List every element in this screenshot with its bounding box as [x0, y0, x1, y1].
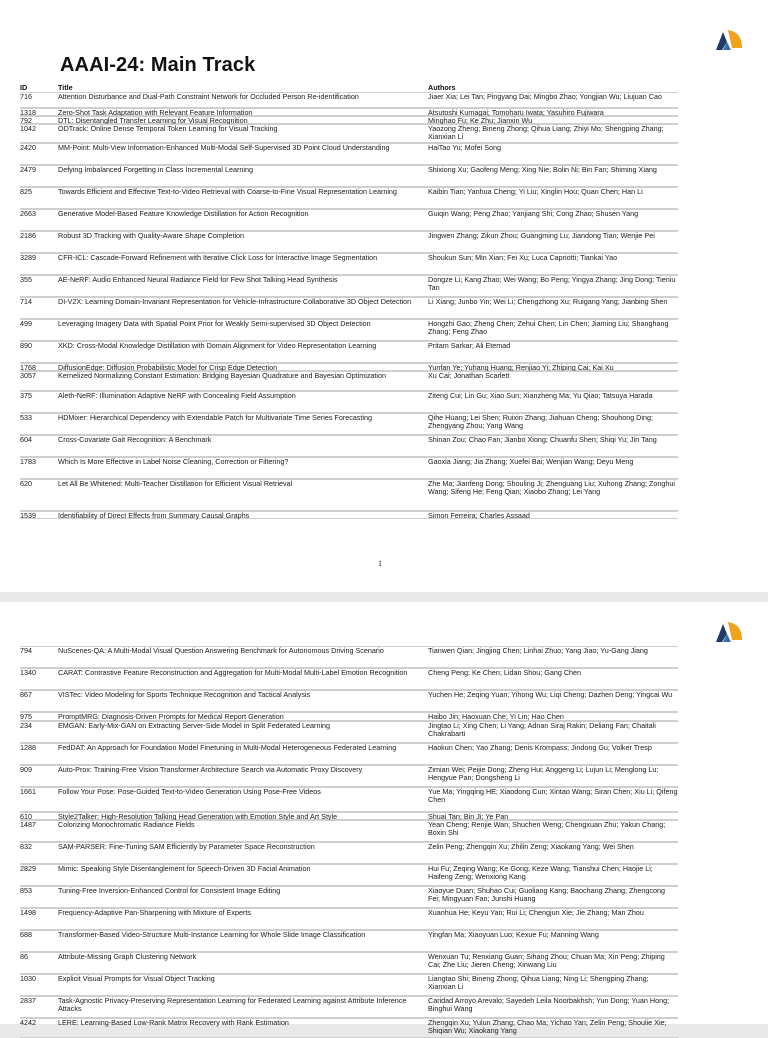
table-row [20, 435, 678, 457]
paper-id: 2663 [20, 209, 36, 218]
papers-table-page-1 [20, 92, 678, 519]
paper-id: 375 [20, 391, 32, 400]
paper-authors: Haibo Jin; Haoxuan Che; Yi Lin; Hao Chen [428, 712, 564, 721]
paper-authors: Yingfan Ma; Xiaoyuan Luo; Kexue Fu; Manning Wang [428, 930, 599, 939]
paper-id: 2829 [20, 864, 36, 873]
paper-id: 1042 [20, 124, 36, 133]
paper-title: Mimic: Speaking Style Disentanglement for Speech-Driven 3D Facial Animation [58, 864, 311, 873]
paper-authors: Zhengqin Xu; Yulun Zhang; Chao Ma; Yichao Yan; Zelin Peng; Shoulie Xie; Shiqian Wu; Xiaokang Yang [428, 1018, 667, 1036]
paper-title: Task-Agnostic Privacy-Preserving Representation Learning for Federated Learning against Attribute Inference Attacks [58, 996, 407, 1014]
paper-id: 1768 [20, 363, 36, 372]
paper-id: 909 [20, 765, 32, 774]
paper-authors: Hongzhi Gao; Zheng Chen; Zehui Chen; Lin Chen; Jiaming Liu; Shanghang Zhang; Feng Zhao [428, 319, 669, 337]
table-row [20, 108, 678, 116]
table-row [20, 187, 678, 209]
paper-authors: Yuchen He; Zeqing Yuan; Yihong Wu; Liqi Cheng; Dazhen Deng; Yingcai Wu [428, 690, 673, 699]
paper-title: NuScenes-QA: A Multi-Modal Visual Question Answering Benchmark for Autonomous Driving Scenario [58, 646, 384, 655]
table-row [20, 908, 678, 930]
paper-id: 794 [20, 646, 32, 655]
paper-authors: Atsutoshi Kumagai; Tomoharu Iwata; Yasuhiro Fujiwara [428, 108, 604, 117]
paper-authors: Xuanhua He; Keyu Yan; Rui Li; Chengjun Xie; Jie Zhang; Man Zhou [428, 908, 644, 917]
paper-title: HDMixer: Hierarchical Dependency with Extendable Patch for Multivariate Time Series Forecasting [58, 413, 372, 422]
paper-id: 3289 [20, 253, 36, 262]
paper-authors: Minghao Fu; Ke Zhu; Jianxin Wu [428, 116, 533, 125]
paper-id: 234 [20, 721, 32, 730]
paper-title: LERE: Learning-Based Low-Rank Matrix Recovery with Rank Estimation [58, 1018, 289, 1027]
paper-title: Leveraging Imagery Data with Spatial Point Prior for Weakly Semi-supervised 3D Object Detection [58, 319, 371, 328]
paper-id: 1498 [20, 908, 36, 917]
paper-title: Which Is More Effective in Label Noise Cleaning, Correction or Filtering? [58, 457, 289, 466]
paper-authors: Zhe Ma; Jianfeng Dong; Shouling Ji; Zhenguang Liu; Xuhong Zhang; Zonghui Wang; Sifeng He; Feng Qian; Xiaobo Zhang; Lei Yang [428, 479, 675, 497]
paper-title: Aleth-NeRF: Illumination Adaptive NeRF with Concealing Field Assumption [58, 391, 296, 400]
aaai-logo-icon [714, 28, 744, 52]
paper-id: 1783 [20, 457, 36, 466]
table-row [20, 319, 678, 341]
paper-id: 4242 [20, 1018, 36, 1027]
paper-authors: Hui Fu; Zeqing Wang; Ke Gong; Keze Wang; Tianshui Chen; Haojie Li; Haifeng Zeng; Wenxiong Kang [428, 864, 653, 882]
paper-title: Tuning-Free Inversion-Enhanced Control for Consistent Image Editing [58, 886, 281, 895]
paper-title: CFR-ICL: Cascade-Forward Refinement with Iterative Click Loss for Interactive Image Segmentation [58, 253, 378, 262]
paper-id: 825 [20, 187, 32, 196]
table-row [20, 743, 678, 765]
paper-title: CARAT: Contrastive Feature Reconstruction and Aggregation for Multi-Modal Multi-Label Emotion Recognition [58, 668, 408, 677]
paper-title: PromptMRG: Diagnosis-Driven Prompts for Medical Report Generation [58, 712, 284, 721]
paper-authors: HaiTao Yu; Mofei Song [428, 143, 501, 152]
paper-title: Auto-Prox: Training-Free Vision Transformer Architecture Search via Automatic Proxy Discovery [58, 765, 363, 774]
table-row [20, 297, 678, 319]
paper-authors: Qihe Huang; Lei Shen; Ruixin Zhang; Jiahuan Cheng; Shouhong Ding; Zhengyang Zhou; Yang Wang [428, 413, 653, 431]
paper-authors: Jingtao Li; Xing Chen; Li Yang; Adnan Siraj Rakin; Deliang Fan; Chaitali Chakrabarti [428, 721, 656, 739]
paper-authors: Yunfan Ye; Yuhang Huang; Renjiao Yi; Zhiping Cai; Kai Xu [428, 363, 614, 372]
paper-title: Explicit Visual Prompts for Visual Object Tracking [58, 974, 215, 983]
paper-id: 975 [20, 712, 32, 721]
paper-authors: Dongze Li; Kang Zhao; Wei Wang; Bo Peng; Yingya Zhang; Jing Dong; Tieniu Tan [428, 275, 676, 293]
page-title: AAAI-24: Main Track [60, 54, 256, 76]
paper-title: Cross-Covariate Gait Recognition: A Benchmark [58, 435, 212, 444]
paper-title: Attribute-Missing Graph Clustering Network [58, 952, 197, 961]
paper-id: 1030 [20, 974, 36, 983]
paper-title: FedDAT: An Approach for Foundation Model Finetuning in Multi-Modal Heterogeneous Federated Learning [58, 743, 397, 752]
paper-authors: Jingwen Zhang; Zikun Zhou; Guangming Lu; Jiandong Tian; Wenjie Pei [428, 231, 655, 240]
table-row [20, 864, 678, 886]
paper-id: 853 [20, 886, 32, 895]
table-row [20, 952, 678, 974]
papers-table-page-2 [20, 646, 678, 1038]
table-row [20, 646, 678, 668]
paper-authors: Cheng Peng; Ke Chen; Lidan Shou; Gang Chen [428, 668, 582, 677]
page-number: 1 [378, 559, 382, 568]
paper-authors: Yaozong Zheng; Bineng Zhong; Qihua Liang; Zhiyi Mo; Shengping Zhang; Xianxian Li [428, 124, 664, 142]
paper-authors: Jiaer Xia; Lei Tan; Pingyang Dai; Mingbo Zhao; Yongjian Wu; Liujuan Cao [428, 92, 662, 101]
table-row [20, 275, 678, 297]
table-row [20, 231, 678, 253]
paper-id: 2186 [20, 231, 36, 240]
paper-title: Generative Model-Based Feature Knowledge Distillation for Action Recognition [58, 209, 309, 218]
paper-authors: Xu Cai; Jonathan Scarlett [428, 371, 510, 380]
paper-authors: Li Xiang; Junbo Yin; Wei Li; Chengzhong Xu; Ruigang Yang; Jianbing Shen [428, 297, 668, 306]
paper-title: XKD: Cross-Modal Knowledge Distillation with Domain Alignment for Video Representation Learning [58, 341, 377, 350]
paper-id: 620 [20, 479, 32, 488]
paper-title: SAM-PARSER: Fine-Tuning SAM Efficiently by Parameter Space Reconstruction [58, 842, 315, 851]
paper-authors: Kaibin Tian; Yanhua Cheng; Yi Liu; Xinglin Hou; Quan Chen; Han Li [428, 187, 643, 196]
paper-id: 610 [20, 812, 32, 821]
paper-id: 3057 [20, 371, 36, 380]
table-row [20, 92, 678, 108]
paper-id: 1661 [20, 787, 36, 796]
header-authors: Authors [428, 83, 456, 92]
paper-authors: Zimian Wei; Peijie Dong; Zheng Hui; Anggeng Li; Lujun Li; Menglong Lu; Hengyue Pan; Dongsheng Li [428, 765, 659, 783]
paper-authors: Gaoxia Jiang; Jia Zhang; Xuefei Bai; Wenjian Wang; Deyu Meng [428, 457, 634, 466]
paper-title: Let All Be Whitened: Multi-Teacher Distillation for Efficient Visual Retrieval [58, 479, 293, 488]
paper-id: 2837 [20, 996, 36, 1005]
paper-title: DiffusionEdge: Diffusion Probabilistic Model for Crisp Edge Detection [58, 363, 278, 372]
paper-title: DI-V2X: Learning Domain-Invariant Representation for Vehicle-Infrastructure Collaborative 3D Object Detection [58, 297, 412, 306]
paper-title: Attention Disturbance and Dual-Path Constraint Network for Occluded Person Re-identification [58, 92, 359, 101]
paper-authors: Haokun Chen; Yao Zhang; Denis Krompass; Jindong Gu; Volker Tresp [428, 743, 652, 752]
paper-id: 1340 [20, 668, 36, 677]
paper-title: VISTec: Video Modeling for Sports Technique Recognition and Tactical Analysis [58, 690, 311, 699]
table-row [20, 974, 678, 996]
table-row [20, 253, 678, 275]
paper-id: 2420 [20, 143, 36, 152]
paper-id: 832 [20, 842, 32, 851]
table-row [20, 116, 678, 124]
paper-title: ODTrack: Online Dense Temporal Token Learning for Visual Tracking [58, 124, 278, 133]
paper-id: 792 [20, 116, 32, 125]
paper-authors: Caridad Arroyo Arevalo; Sayedeh Leila Noorbakhsh; Yun Dong; Yuan Hong; Binghui Wang [428, 996, 670, 1014]
table-row [20, 371, 678, 391]
paper-id: 499 [20, 319, 32, 328]
table-row [20, 930, 678, 952]
table-row [20, 165, 678, 187]
header-title: Title [58, 83, 73, 92]
paper-authors: Shoukun Sun; Min Xian; Fei Xu; Luca Capriotti; Tiankai Yao [428, 253, 618, 262]
paper-title: DTL: Disentangled Transfer Learning for Visual Recognition [58, 116, 248, 125]
table-row [20, 413, 678, 435]
paper-id: 2479 [20, 165, 36, 174]
table-row [20, 391, 678, 413]
aaai-logo-icon [714, 620, 744, 644]
paper-title: Towards Efficient and Effective Text-to-Video Retrieval with Coarse-to-Fine Visual Representation Learning [58, 187, 397, 196]
table-row [20, 124, 678, 143]
paper-authors: Ziteng Cui; Lin Gu; Xiao Sun; Xianzheng Ma; Yu Qiao; Tatsuya Harada [428, 391, 653, 400]
paper-title: EMGAN: Early-Mix-GAN on Extracting Server-Side Model in Split Federated Learning [58, 721, 331, 730]
paper-authors: Xiaoyue Duan; Shuhao Cui; Guoliang Kang; Baochang Zhang; Zhengcong Fei; Mingyuan Fan; Junshi Huang [428, 886, 665, 904]
table-row [20, 812, 678, 820]
paper-title: Identifiability of Direct Effects from Summary Causal Graphs [58, 511, 250, 520]
table-row [20, 511, 678, 519]
paper-id: 1539 [20, 511, 36, 520]
table-row [20, 820, 678, 842]
paper-title: MM-Point: Multi-View Information-Enhanced Multi-Modal Self-Supervised 3D Point Cloud Understanding [58, 143, 390, 152]
table-row [20, 886, 678, 908]
paper-id: 604 [20, 435, 32, 444]
paper-authors: Guiqin Wang; Peng Zhao; Yanjiang Shi; Cong Zhao; Shusen Yang [428, 209, 639, 218]
paper-authors: Tianwen Qian; Jingjing Chen; Linhai Zhuo; Yang Jiao; Yu-Gang Jiang [428, 646, 648, 655]
table-row [20, 721, 678, 743]
paper-title: Kernelized Normalizing Constant Estimation: Bridging Bayesian Quadrature and Bayesian Optimization [58, 371, 386, 380]
table-row [20, 479, 678, 511]
paper-title: Zero-Shot Task Adaptation with Relevant Feature Information [58, 108, 253, 117]
paper-authors: Liangtao Shi; Bineng Zhong; Qihua Liang; Ning Li; Shengping Zhang; Xianxian Li [428, 974, 649, 992]
paper-id: 716 [20, 92, 32, 101]
paper-title: Follow Your Pose: Pose-Guided Text-to-Video Generation Using Pose-Free Videos [58, 787, 321, 796]
paper-authors: Shinan Zou; Chao Fan; Jianbo Xiong; Chuanfu Shen; Shiqi Yu; Jin Tang [428, 435, 657, 444]
table-row [20, 787, 678, 812]
paper-id: 1487 [20, 820, 36, 829]
paper-id: 1288 [20, 743, 36, 752]
paper-id: 86 [20, 952, 28, 961]
paper-id: 688 [20, 930, 32, 939]
table-header [20, 83, 680, 92]
table-row [20, 668, 678, 690]
paper-title: Colorizing Monochromatic Radiance Fields [58, 820, 195, 829]
paper-authors: Yue Ma; Yingqing HE; Xiaodong Cun; Xintao Wang; Siran Chen; Xiu Li; Qifeng Chen [428, 787, 678, 805]
table-row [20, 457, 678, 479]
paper-id: 867 [20, 690, 32, 699]
paper-title: Defying Imbalanced Forgetting in Class Incremental Learning [58, 165, 253, 174]
paper-authors: Shuai Tan; Bin Ji; Ye Pan [428, 812, 509, 821]
paper-title: Robust 3D Tracking with Quality-Aware Shape Completion [58, 231, 245, 240]
table-row [20, 1018, 678, 1038]
paper-authors: Zelin Peng; Zhengqin Xu; Zhilin Zeng; Xiaokang Yang; Wei Shen [428, 842, 634, 851]
table-row [20, 690, 678, 712]
table-row [20, 996, 678, 1018]
paper-id: 890 [20, 341, 32, 350]
paper-id: 1318 [20, 108, 36, 117]
paper-authors: Pritam Sarkar; Ali Etemad [428, 341, 511, 350]
paper-id: 714 [20, 297, 32, 306]
paper-title: AE-NeRF: Audio Enhanced Neural Radiance Field for Few Shot Talking Head Synthesis [58, 275, 338, 284]
header-id: ID [20, 83, 28, 92]
document-page-2 [0, 602, 768, 1036]
paper-title: Transformer-Based Video-Structure Multi-Instance Learning for Whole Slide Image Classification [58, 930, 366, 939]
paper-authors: Wenxuan Tu; Renxiang Guan; Sihang Zhou; Chuan Ma; Xin Peng; Zhiping Cai; Zhe Liu; Jieren Cheng; Xinwang Liu [428, 952, 665, 970]
table-row [20, 143, 678, 165]
table-row [20, 341, 678, 363]
table-row [20, 363, 678, 371]
paper-id: 355 [20, 275, 32, 284]
paper-authors: Yean Cheng; Renjie Wan; Shuchen Weng; Chengxuan Zhu; Yakun Chang; Boxin Shi [428, 820, 666, 838]
paper-title: Style2Talker: High-Resolution Talking Head Generation with Emotion Style and Art Style [58, 812, 338, 821]
paper-authors: Shixiong Xu; Gaofeng Meng; Xing Nie; Bolin Ni; Bin Fan; Shiming Xiang [428, 165, 657, 174]
table-row [20, 209, 678, 231]
paper-title: Frequency-Adaptive Pan-Sharpening with Mixture of Experts [58, 908, 251, 917]
table-row [20, 712, 678, 721]
table-row [20, 765, 678, 787]
paper-authors: Simon Ferreira; Charles Assaad [428, 511, 530, 520]
table-row [20, 842, 678, 864]
paper-id: 533 [20, 413, 32, 422]
